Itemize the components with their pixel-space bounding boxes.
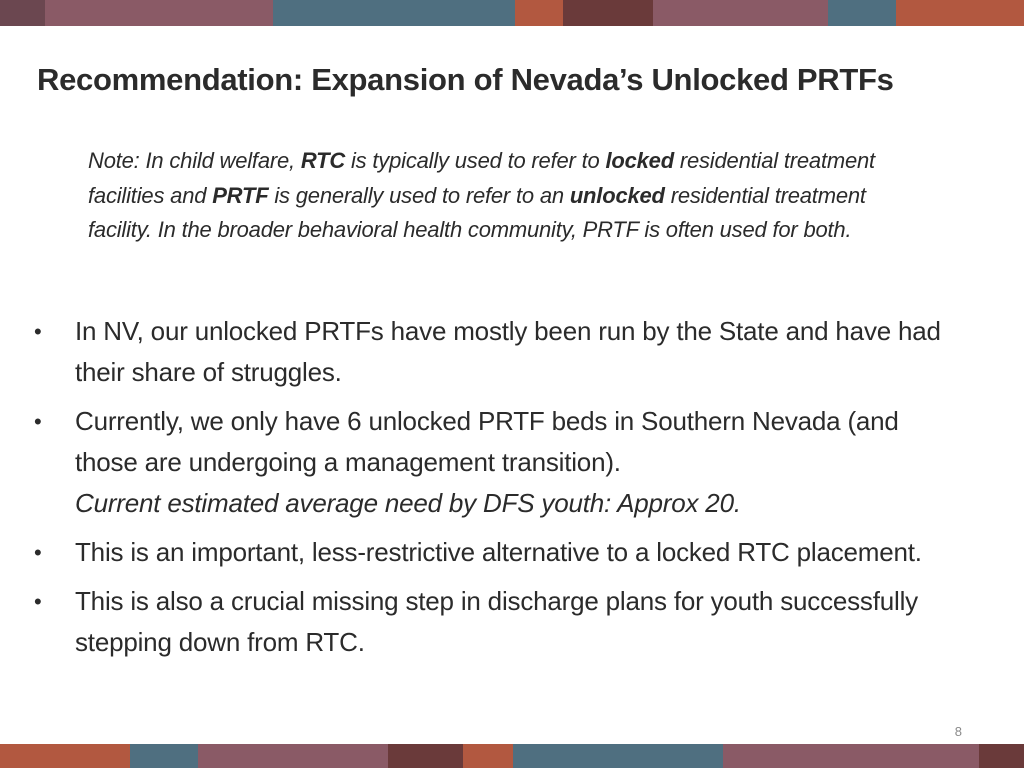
bullet-item xyxy=(32,532,962,573)
bullet-dot-icon: • xyxy=(34,540,42,565)
note-term-unlocked: unlocked xyxy=(569,182,665,208)
bottom-bar-segment xyxy=(0,744,130,768)
page-number: 8 xyxy=(954,724,962,739)
note-term-locked: locked xyxy=(605,148,674,173)
bullet-list xyxy=(32,311,962,671)
top-bar-segment xyxy=(828,0,896,26)
bottom-bar-segment xyxy=(979,744,1024,768)
bullet-text: In NV, our unlocked PRTFs have mostly been run by the State and have had their share of struggles. xyxy=(75,316,941,387)
top-bar-segment xyxy=(515,0,563,26)
bullet-item xyxy=(32,581,962,663)
definition-note xyxy=(88,144,928,248)
bottom-bar-segment xyxy=(130,744,198,768)
bullet-dot-icon: • xyxy=(34,319,42,344)
note-text: residential treatment facility. In the broader behavioral health community, PRTF is often used for both. xyxy=(88,182,866,242)
bottom-bar-segment xyxy=(723,744,979,768)
bullet-dot-icon: • xyxy=(34,409,42,434)
note-term-rtc: RTC xyxy=(300,148,346,173)
bullet-dot-icon: • xyxy=(34,589,42,614)
bullet-text: This is also a crucial missing step in discharge plans for youth successfully stepping down from RTC. xyxy=(75,586,918,657)
bottom-bar-segment xyxy=(513,744,723,768)
top-bar-segment xyxy=(45,0,273,26)
top-bar-segment xyxy=(563,0,653,26)
bottom-bar-segment xyxy=(463,744,513,768)
top-bar-segment xyxy=(0,0,45,26)
top-bar-segment xyxy=(896,0,1024,26)
note-text: is typically used to refer to xyxy=(345,148,606,173)
bullet-emphasis: Current estimated average need by DFS youth: Approx 20. xyxy=(75,488,741,518)
bottom-decorative-bar xyxy=(0,744,1024,768)
note-text: Note: In child welfare, xyxy=(88,148,301,173)
note-term-prtf: PRTF xyxy=(212,182,269,208)
bottom-bar-segment xyxy=(388,744,463,768)
note-text: is generally used to refer to an xyxy=(268,182,570,208)
bullet-item xyxy=(32,401,962,524)
slide-title: Recommendation: Expansion of Nevada’s Unlocked PRTFs xyxy=(37,62,894,97)
bullet-text: This is an important, less-restrictive alternative to a locked RTC placement. xyxy=(75,537,922,567)
bullet-item xyxy=(32,311,962,393)
note-text: residential treatment facilities and xyxy=(88,148,875,208)
top-bar-segment xyxy=(653,0,828,26)
top-bar-segment xyxy=(273,0,515,26)
bullet-text: Currently, we only have 6 unlocked PRTF beds in Southern Nevada (and those are undergoing a management transition). xyxy=(75,406,899,477)
bottom-bar-segment xyxy=(198,744,388,768)
top-decorative-bar xyxy=(0,0,1024,26)
